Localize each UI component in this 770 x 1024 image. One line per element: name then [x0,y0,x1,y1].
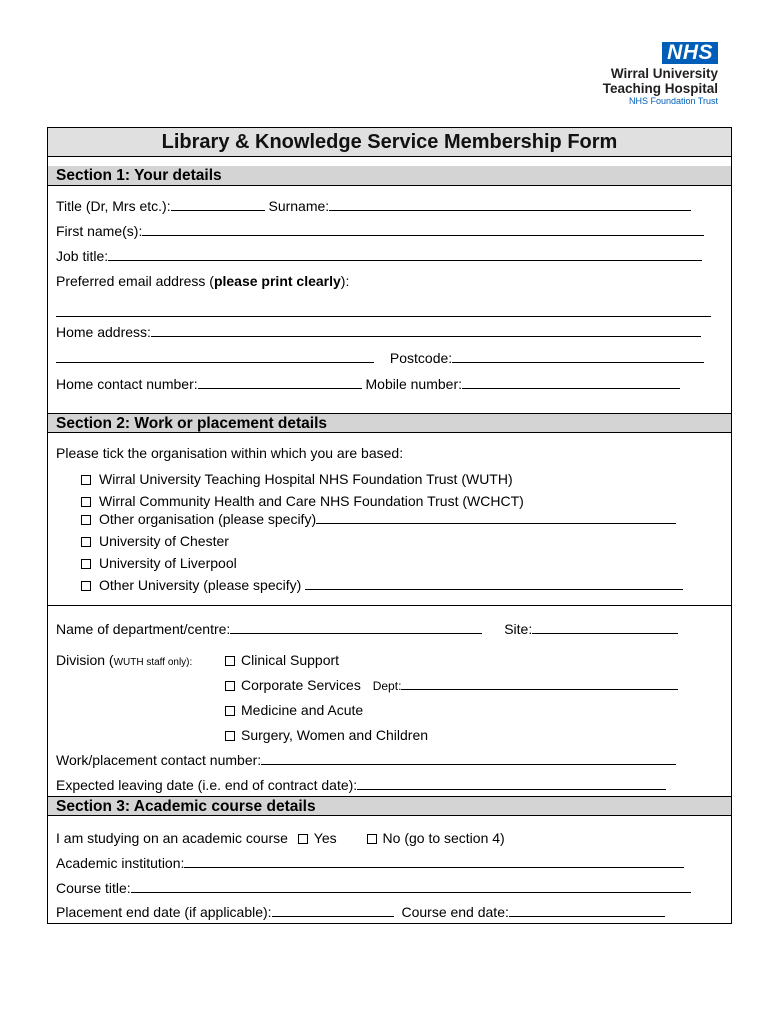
title-surname-row [56,198,691,214]
job-title-field[interactable] [108,248,702,261]
studying-no-label: No (go to section 4) [382,830,505,846]
email-label-emphasis: please print clearly [213,273,341,289]
address-postcode-row [56,350,704,366]
studying-row [56,830,505,846]
division-checkbox-surgery[interactable] [225,731,235,741]
institution-field[interactable] [184,855,684,868]
org-label-other-university: Other University (please specify) [99,577,302,593]
division-option-medicine-acute [225,702,363,718]
org-checkbox-wchct[interactable] [81,497,91,507]
leaving-date-row [56,777,666,793]
site-label: Site: [504,621,533,637]
studying-no-checkbox[interactable] [367,834,377,844]
contact-numbers-row [56,376,680,392]
division-option-corporate-services [225,677,678,694]
org-option-other-university [81,577,683,593]
home-contact-field[interactable] [198,376,362,389]
section-2-department-body [48,606,731,796]
first-name-row [56,223,704,239]
leaving-date-label: Expected leaving date (i.e. end of contract date): [56,777,358,793]
email-label-post: ): [340,273,350,289]
org-option-chester [81,533,229,549]
org-option-wuth [81,471,513,487]
org-checkbox-other-university[interactable] [81,581,91,591]
home-address-row [56,324,701,340]
division-option-clinical-support [225,652,339,668]
first-name-label: First name(s): [56,223,143,239]
dept-field[interactable] [401,677,678,690]
logo-line-1: Wirral University [610,66,718,81]
institution-row [56,855,684,871]
division-label-clinical-support: Clinical Support [241,652,340,668]
mobile-field[interactable] [462,376,680,389]
section-3-heading: Section 3: Academic course details [48,796,731,816]
division-label-medicine-acute: Medicine and Acute [241,702,364,718]
division-checkbox-corporate-services[interactable] [225,681,235,691]
site-field[interactable] [532,621,678,634]
home-address-label: Home address: [56,324,151,340]
division-label-surgery: Surgery, Women and Children [241,727,429,743]
logo-line-3: NHS Foundation Trust [628,96,718,106]
section-2-heading: Section 2: Work or placement details [48,413,731,433]
home-contact-label: Home contact number: [56,376,198,392]
postcode-label: Postcode: [389,350,453,366]
division-label-note: WUTH staff only): [113,657,193,668]
section-3-body [48,816,731,923]
course-end-label: Course end date: [401,904,509,920]
division-checkbox-medicine-acute[interactable] [225,706,235,716]
email-label-pre: Preferred email address ( [56,273,214,289]
section-1-heading: Section 1: Your details [48,166,731,186]
email-field[interactable] [56,304,711,317]
institution-label: Academic institution: [56,855,185,871]
first-name-field[interactable] [142,223,704,236]
org-option-wchct [81,493,524,509]
logo-line-2: Teaching Hospital [602,81,718,96]
postcode-field[interactable] [452,350,704,363]
title-label: Title (Dr, Mrs etc.): [56,198,171,214]
studying-yes-label: Yes [313,830,337,846]
org-checkbox-liverpool[interactable] [81,559,91,569]
section-1-body [48,186,731,413]
division-label-corporate-services: Corporate Services [241,677,361,693]
section-2-organisation-body [48,433,731,605]
placement-end-label: Placement end date (if applicable): [56,904,272,920]
org-label-wchct: Wirral Community Health and Care NHS Foundation Trust (WCHCT) [99,493,524,509]
other-university-field[interactable] [305,577,683,590]
department-label: Name of department/centre: [56,621,231,637]
nhs-logo-badge: NHS [662,42,718,64]
form-title: Library & Knowledge Service Membership Form [48,128,731,157]
job-title-row [56,248,702,264]
org-checkbox-chester[interactable] [81,537,91,547]
org-checkbox-wuth[interactable] [81,475,91,485]
division-option-surgery [225,727,428,743]
division-checkbox-clinical-support[interactable] [225,656,235,666]
job-title-label: Job title: [56,248,109,264]
title-field[interactable] [171,198,265,211]
division-row [56,652,192,671]
membership-form [47,127,732,924]
org-option-other [81,511,676,527]
org-label-wuth: Wirral University Teaching Hospital NHS Foundation Trust (WUTH) [99,471,513,487]
studying-yes-checkbox[interactable] [298,834,308,844]
dept-label: Dept: [372,679,402,693]
surname-label: Surname: [268,198,330,214]
org-label-liverpool: University of Liverpool [99,555,237,571]
mobile-label: Mobile number: [365,376,463,392]
surname-field[interactable] [329,198,691,211]
leaving-date-field[interactable] [357,777,666,790]
org-option-liverpool [81,555,237,571]
placement-end-field[interactable] [272,904,394,917]
department-field[interactable] [230,621,482,634]
home-address-field[interactable] [151,324,701,337]
work-contact-row [56,752,676,768]
studying-label: I am studying on an academic course [56,830,288,846]
org-checkbox-other[interactable] [81,515,91,525]
division-label-pre: Division ( [56,652,114,668]
nhs-trust-logo [578,42,718,107]
work-contact-field[interactable] [261,752,676,765]
course-title-label: Course title: [56,880,131,896]
other-organisation-field[interactable] [316,511,676,524]
home-address-line-2-field[interactable] [56,350,374,363]
org-label-other: Other organisation (please specify) [99,511,317,527]
org-label-chester: University of Chester [99,533,229,549]
work-contact-label: Work/placement contact number: [56,752,262,768]
course-title-field[interactable] [131,880,691,893]
department-site-row [56,621,678,637]
email-line-row [56,304,711,320]
course-end-field[interactable] [509,904,665,917]
end-dates-row [56,904,665,920]
tick-prompt: Please tick the organisation within which you are based: [56,445,404,461]
course-title-row [56,880,691,896]
email-label-row [56,273,349,289]
